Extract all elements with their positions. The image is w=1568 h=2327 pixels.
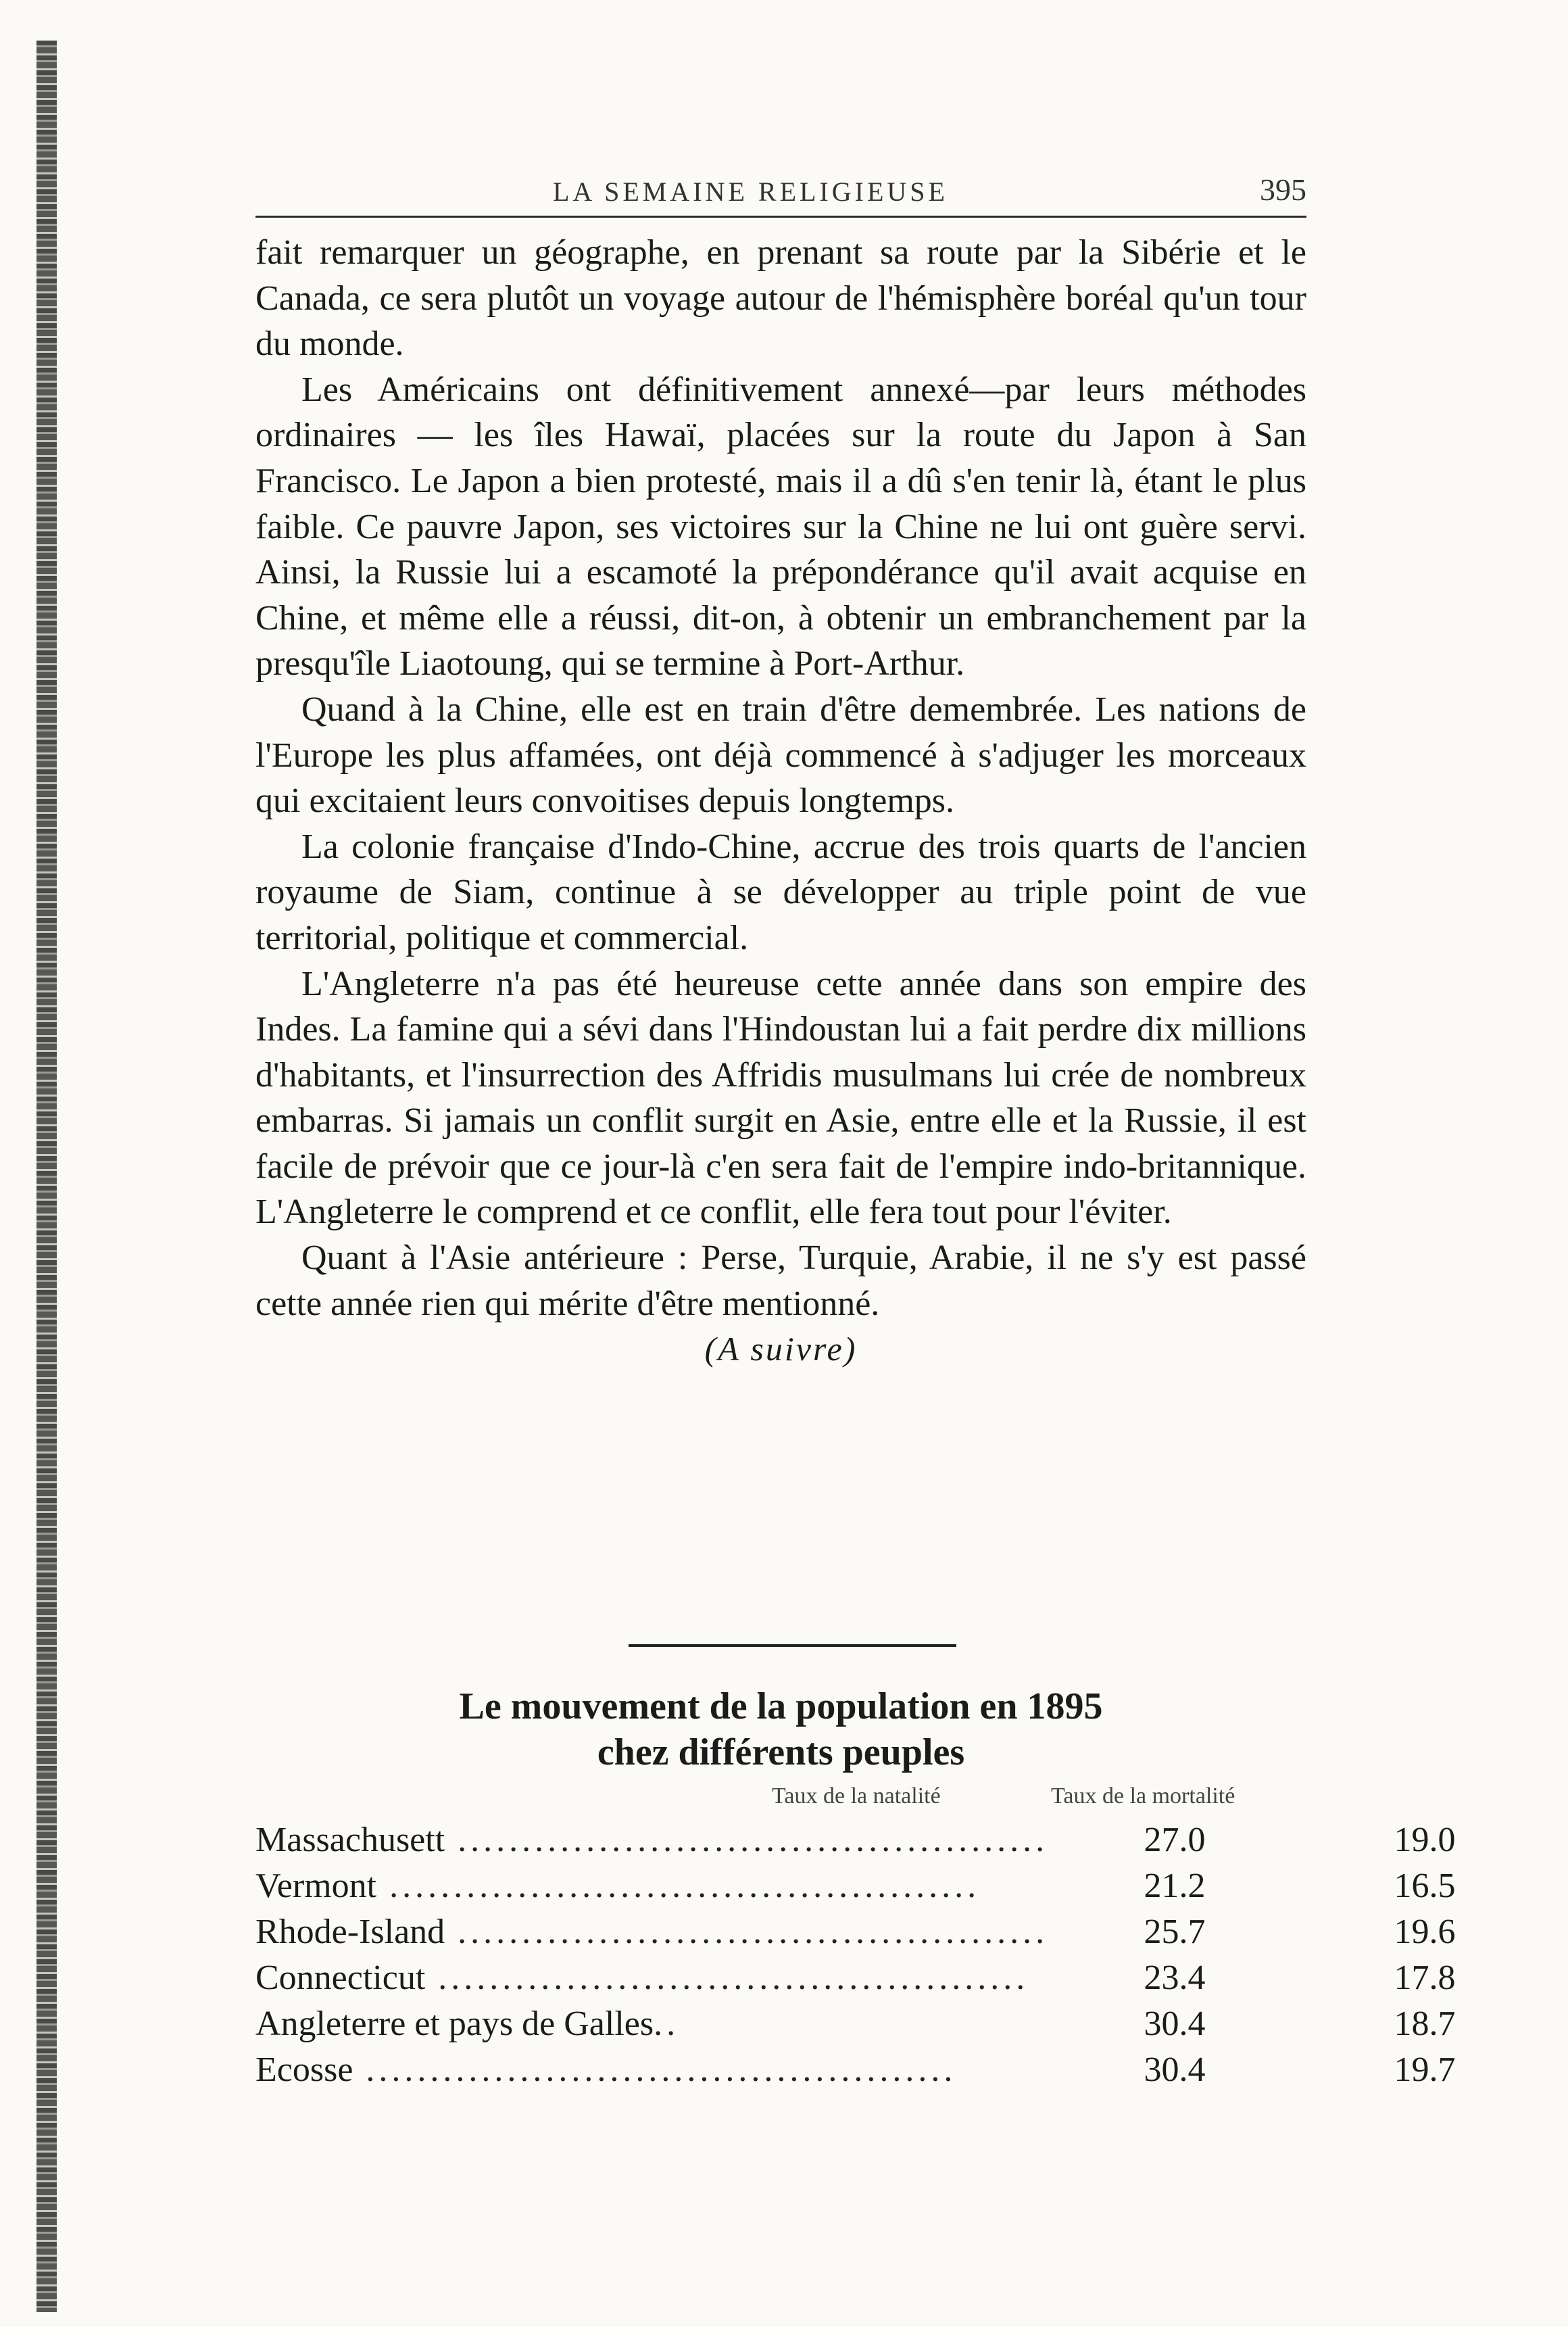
binding-edge xyxy=(36,41,57,2312)
section-rule xyxy=(629,1644,956,1647)
row-label: Vermont xyxy=(255,1867,377,1905)
table-row xyxy=(255,1863,1456,1909)
natalite-value: 27.0 xyxy=(1144,1821,1206,1859)
column-header-mortalite: Taux de la mortalité xyxy=(1051,1783,1235,1808)
row-label: Angleterre et pays de Galles xyxy=(255,2005,654,2043)
mortalite-value: 18.7 xyxy=(1394,2005,1456,2043)
mortalite-value: 19.6 xyxy=(1394,1913,1456,1951)
natalite-value: 23.4 xyxy=(1144,1959,1206,1997)
page-number: 395 xyxy=(1260,172,1306,207)
header-rule xyxy=(255,216,1306,218)
row-label: Massachusett xyxy=(255,1821,445,1859)
row-label: Connecticut xyxy=(255,1959,426,1997)
column-header-natalite: Taux de la natalité xyxy=(772,1783,941,1808)
dot-leader: .............................................. xyxy=(425,1959,1029,1997)
natalite-value: 30.4 xyxy=(1144,2005,1206,2043)
dot-leader: .............................................. xyxy=(445,1821,1049,1859)
table-row xyxy=(255,1817,1456,1863)
table-row xyxy=(255,2001,1456,2047)
dot-leader: .. xyxy=(654,2005,680,2043)
mortalite-value: 19.7 xyxy=(1394,2050,1456,2089)
paragraph: Quant à l'Asie antérieure : Perse, Turquie, Arabie, il ne s'y est passé cette année rien qui mérite d'être mentionné. xyxy=(255,1239,1306,1323)
table-row xyxy=(255,1955,1456,2001)
mortalite-value: 19.0 xyxy=(1394,1821,1456,1859)
signoff: (A suivre) xyxy=(704,1330,858,1368)
paragraph: Les Américains ont définitivement annexé—par leurs méthodes ordinaires — les îles Hawaï, placées sur la route du Japon à San Francisco. Le Japon a bien protesté, mais il a dû s'en tenir là, étant le plus faible. Ce pauvre Japon, ses victoires sur la Chine ne lui ont guère servi. Ainsi, la Russie lui a escamoté la prépondérance qu'il avait acquise en Chine, et même elle a réussi, dit-on, à obtenir un embranchement par la presqu'île Liaotoung, qui se termine à Port-Arthur. xyxy=(255,370,1306,683)
statistics-table xyxy=(255,1817,1456,2093)
mortalite-value: 17.8 xyxy=(1394,1959,1456,1997)
natalite-value: 30.4 xyxy=(1144,2050,1206,2089)
table-title xyxy=(255,1683,1306,1775)
dot-leader: .............................................. xyxy=(353,2050,957,2089)
natalite-value: 21.2 xyxy=(1144,1867,1206,1905)
running-title: LA SEMAINE RELIGIEUSE xyxy=(553,176,948,207)
paragraph: L'Angleterre n'a pas été heureuse cette année dans son empire des Indes. La famine qui a sévi dans l'Hindoustan lui a fait perdre dix millions d'habitants, et l'insurrection des Affridis musulmans lui crée de nombreux embarras. Si jamais un conflit surgit en Asie, entre elle et la Russie, il est facile de prévoir que ce jour-là c'en sera fait de l'empire indo-britannique. L'Angleterre le comprend et ce conflit, elle fera tout pour l'éviter. xyxy=(255,964,1306,1232)
row-label: Ecosse xyxy=(255,2050,353,2089)
paragraph: fait remarquer un géographe, en prenant sa route par la Sibérie et le Canada, ce sera plutôt un voyage autour de l'hémisphère boréal qu'un tour du monde. xyxy=(255,233,1306,364)
paragraph: La colonie française d'Indo-Chine, accrue des trois quarts de l'ancien royaume de Siam, continue à se développer au triple point de vue territorial, politique et commercial. xyxy=(255,827,1306,957)
table-row xyxy=(255,2047,1456,2093)
dot-leader: .............................................. xyxy=(376,1867,981,1905)
page-header xyxy=(255,170,1306,218)
table-title-line: chez différents peuples xyxy=(597,1731,965,1773)
row-label: Rhode-Island xyxy=(255,1913,445,1951)
mortalite-value: 16.5 xyxy=(1394,1867,1456,1905)
dot-leader: .............................................. xyxy=(445,1913,1049,1951)
table-title-line: Le mouvement de la population en 1895 xyxy=(459,1685,1103,1727)
natalite-value: 25.7 xyxy=(1144,1913,1206,1951)
article-body xyxy=(255,230,1306,1372)
paragraph: Quand à la Chine, elle est en train d'être demembrée. Les nations de l'Europe les plus affamées, ont déjà commencé à s'adjuger les morceaux qui excitaient leurs convoitises depuis longtemps. xyxy=(255,690,1306,821)
table-row xyxy=(255,1909,1456,1955)
